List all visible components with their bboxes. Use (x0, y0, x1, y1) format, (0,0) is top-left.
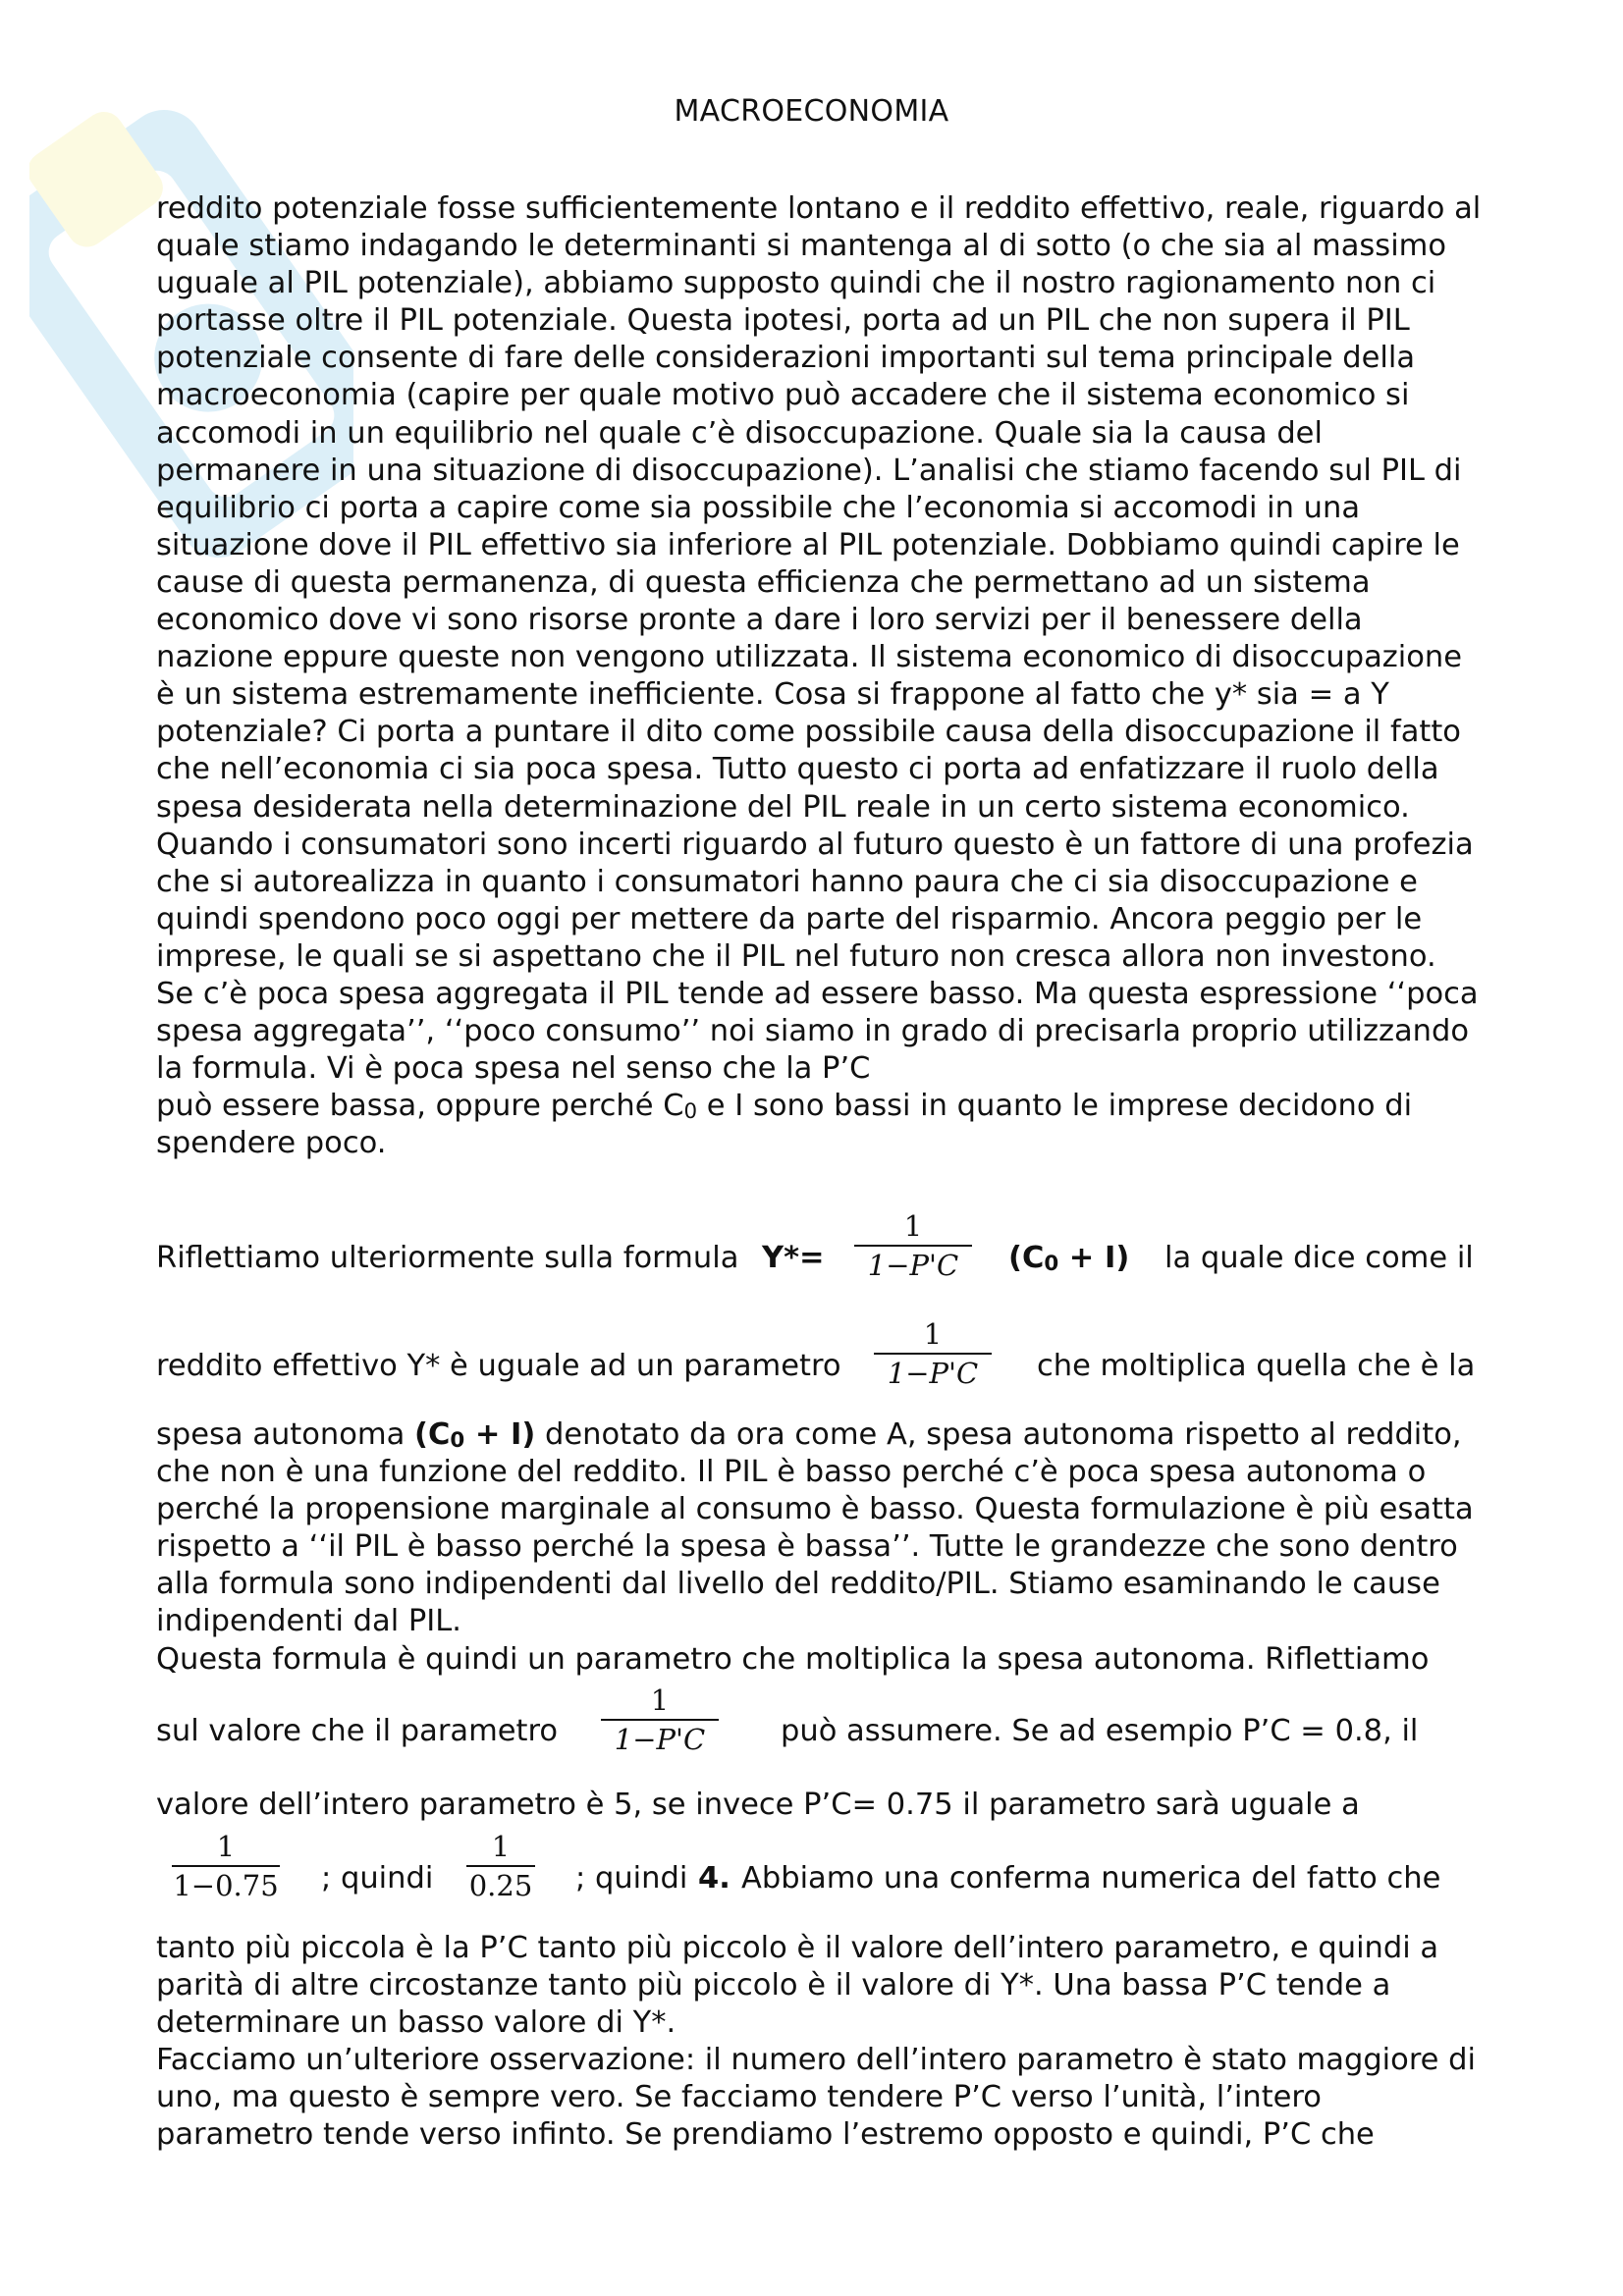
formula-autonomous-spending: $(C_0 + I)$ (1008, 1241, 1130, 1276)
parameter-lead: reddito effettivo Y* è uguale ad un parametro (156, 1349, 841, 1383)
parameter-fraction: 1 1−P'C (874, 1317, 992, 1389)
value-fraction: 1 1−P'C (601, 1683, 719, 1755)
paragraph-text: reddito potenziale fosse sufficientemente lontano e il reddito effettivo, reale, riguardo al quale stiamo indagando le determinanti si mantenga al di sotto (o che sia al massimo uguale al PIL potenziale), abbiamo supposto quindi che il nostro ragionamento non ci portasse oltre il PIL potenziale. Questa ipotesi, porta ad un PIL che non supera il PIL potenziale consente di fare delle considerazioni importanti sul tema principale della macroeconomia (capire per quale motivo può accadere che il sistema economico si accomodi in un equilibrio nel quale c’è disoccupazione. Quale sia la causa del permanere in una situazione di disoccupazione). L’analisi che stiamo facendo sul PIL di equilibrio ci porta a capire come sia possibile che l’economia si accomodi in una situazione dove il PIL effettivo sia inferiore al PIL potenziale. Dobbiamo quindi capire le cause di questa permanenza, di questa efficienza che permettano ad un sistema economico dove vi sono risorse pronte a dare i loro servizi per il benessere della nazione eppure queste non vengono utilizzata. Il sistema economico di disoccupazione è un sistema estremamente inefficiente. Cosa si frappone al fatto che y* sia = a Y potenziale? Ci porta a puntare il dito come possibile causa della disoccupazione il fatto che nell’economia ci sia poca spesa. Tutto questo ci porta ad enfatizzare il ruolo della spesa desiderata nella determinazione del PIL reale in un certo sistema economico. Quando i consumatori sono incerti riguardo al futuro questo è un fattore di una profezia che si autorealizza in quanto i consumatori hanno paura che ci sia disoccupazione e quindi spendono poco oggi per mettere da parte del risparmio. Ancora peggio per le imprese, le quali se si aspettano che il PIL nel futuro non cresca allora non investono. Se c’è poca spesa aggregata il PIL tende ad essere basso. Ma questa espressione ‘‘poca spesa aggregata’’, ‘‘poco consumo’’ noi siamo in grado di precisarla proprio utilizzando la formula. Vi è poca spesa nel senso che la P’C (156, 191, 1482, 1087)
calc-separator-1: ; quindi (321, 1861, 434, 1896)
calc-fraction-2: 1 0.25 (466, 1830, 535, 1901)
calc-fraction-1: 1 1−0.75 (173, 1830, 279, 1902)
body-paragraph-3: tanto più piccola è la P’C tanto più piccolo è il valore dell’intero parametro, e quindi a parità di altre circostanze tanto più piccolo è il valore di Y*. Una bassa P’C tende a determinare un basso valore di Y*. Facciamo un’ulteriore osservazione: il numero dell’intero parametro è stato maggiore di uno, ma questo è sempre vero. Se facciamo tendere P’C verso l’unità, l’intero parametro tende verso infinto. Se prendiamo l’estremo opposto e quindi, P’C che (156, 1931, 1476, 2153)
formula-lhs: Y*= (762, 1241, 825, 1275)
body-paragraph-2: spesa autonoma $(C_0 + I)$ denotato da ora come A, spesa autonoma rispetto al reddito, che non è una funzione del reddito. Il PIL è basso perché c’è poca spesa autonoma o perché la propensione marginale al consumo è basso. Questa formulazione è più esatta rispetto a ‘‘il PIL è basso perché la spesa è bassa’’. Tutte le grandezze che sono dentro alla formula sono indipendenti dal livello del reddito/PIL. Stiamo esaminando le cause indipendenti dal PIL. Questa formula è quindi un parametro che moltiplica la spesa autonoma. Riflettiamo (156, 1416, 1482, 1679)
calc-separator-2: ; quindi (575, 1861, 688, 1896)
value-line-2: valore dell’intero parametro è 5, se invece P’C= 0.75 il parametro sarà uguale a (156, 1788, 1360, 1822)
parameter-tail: che moltiplica quella che è la (1037, 1349, 1476, 1383)
formula-fraction: 1 1−P'C (854, 1209, 972, 1281)
page-header: MACROECONOMIA (674, 94, 949, 129)
body-paragraph-1 (156, 190, 1482, 1162)
formula-lead: Riflettiamo ulteriormente sulla formula (156, 1241, 739, 1275)
paragraph-2-last-line: Questa formula è quindi un parametro che moltiplica la spesa autonoma. Riflettiamo (156, 1641, 1430, 1677)
paragraph-continuation: può essere bassa, oppure perché $C_0$ e I sono bassi in quanto le imprese decidono di spendere poco. (156, 1089, 1413, 1161)
value-lead: sul valore che il parametro (156, 1714, 559, 1748)
value-tail: può assumere. Se ad esempio P’C = 0.8, il (781, 1714, 1419, 1748)
formula-tail: la quale dice come il (1164, 1241, 1474, 1275)
calc-tail: Abbiamo una conferma numerica del fatto che (741, 1861, 1441, 1896)
calc-result: 4. (698, 1861, 730, 1896)
